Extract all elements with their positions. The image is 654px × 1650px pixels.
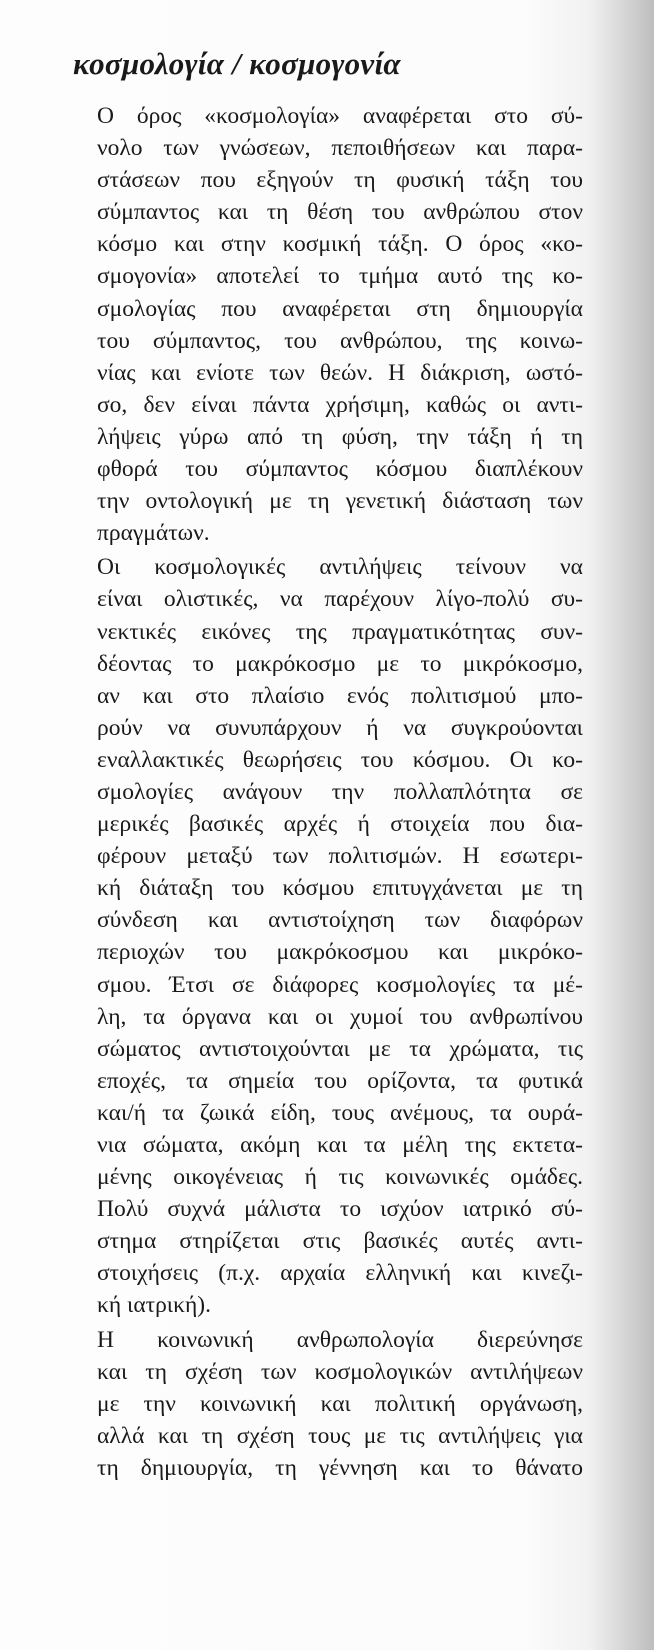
text-line: σμολογίας που αναφέρεται στη δημιουργία <box>97 295 583 322</box>
entry-title: κοσμολογία / κοσμογονία <box>73 46 401 81</box>
text-line: και/ή τα ζωικά είδη, τους ανέμους, τα ουρά- <box>97 1099 583 1126</box>
text-line: αν και στο πλαίσιο ενός πολιτισμού μπο- <box>97 682 583 709</box>
text-line: σμου. Έτσι σε διάφορες κοσμολογίες τα μέ- <box>97 971 583 998</box>
text-line: δέοντας το μακρόκοσμο με το μικρόκοσμο, <box>97 650 583 677</box>
text-line: κόσμο και στην κοσμική τάξη. Ο όρος «κο- <box>97 231 583 258</box>
text-line: σο, δεν είναι πάντα χρήσιμη, καθώς οι αντι- <box>97 391 583 418</box>
text-line: στάσεων που εξηγούν τη φυσική τάξη του <box>97 167 583 194</box>
text-line: του σύμπαντος, του ανθρώπου, της κοινω- <box>97 327 583 354</box>
encyclopedia-entry <box>73 44 583 1486</box>
text-line: με την κοινωνική και πολιτική οργάνωση, <box>97 1390 583 1417</box>
text-line: ρούν να συνυπάρχουν ή να συγκρούονται <box>97 714 583 741</box>
text-line: φέρουν μεταξύ των πολιτισμών. Η εσωτερι- <box>97 843 583 870</box>
text-line: Οι κοσμολογικές αντιλήψεις τείνουν να <box>97 554 583 581</box>
paragraph-2 <box>73 551 583 1321</box>
text-line: σμολογίες ανάγουν την πολλαπλότητα σε <box>97 778 583 805</box>
text-line: σμογονία» αποτελεί το τμήμα αυτό της κο- <box>97 263 583 290</box>
text-line: Πολύ συχνά μάλιστα το ισχύον ιατρικό σύ- <box>97 1196 583 1223</box>
text-line: είναι ολιστικές, να παρέχουν λίγο-πολύ συ- <box>97 586 583 613</box>
text-line: σύνδεση και αντιστοίχηση των διαφόρων <box>97 907 583 934</box>
text-line: μερικές βασικές αρχές ή στοιχεία που δια- <box>97 811 583 838</box>
text-line: περιοχών του μακρόκοσμου και μικρόκο- <box>97 939 583 966</box>
text-line: εναλλακτικές θεωρήσεις του κόσμου. Οι κο- <box>97 746 583 773</box>
text-line: και τη σχέση των κοσμολογικών αντιλήψεων <box>97 1358 583 1385</box>
text-line: τη δημιουργία, τη γέννηση και το θάνατο <box>97 1454 583 1481</box>
paragraph-3 <box>73 1324 583 1484</box>
text-line: λήψεις γύρω από τη φύση, την τάξη ή τη <box>97 423 583 450</box>
text-line: Η κοινωνική ανθρωπολογία διερεύνησε <box>97 1326 583 1353</box>
text-line: νολο των γνώσεων, πεποιθήσεων και παρα- <box>97 135 583 162</box>
text-line: φθορά του σύμπαντος κόσμου διαπλέκουν <box>97 456 583 483</box>
text-line: νεκτικές εικόνες της πραγματικότητας συν- <box>97 618 583 645</box>
text-line: στημα στηρίζεται στις βασικές αυτές αντι- <box>97 1228 583 1255</box>
text-line: σύμπαντος και τη θέση του ανθρώπου στον <box>97 199 583 226</box>
text-line: νια σώματα, ακόμη και τα μέλη της εκτετα- <box>97 1132 583 1158</box>
text-line: πραγμάτων. <box>97 520 210 547</box>
text-line: Ο όρος «κοσμολογία» αναφέρεται στο σύ- <box>97 103 583 129</box>
paragraph-1 <box>73 100 583 549</box>
text-line: την οντολογική με τη γενετική διάσταση των <box>97 488 583 515</box>
text-line: σώματος αντιστοιχούνται με τα χρώματα, τις <box>97 1035 583 1062</box>
text-line: εποχές, τα σημεία του ορίζοντα, τα φυτικά <box>97 1067 583 1094</box>
text-line: μένης οικογένειας ή τις κοινωνικές ομάδες. <box>97 1164 583 1191</box>
text-line: κή ιατρική). <box>97 1292 211 1319</box>
text-line: στοιχήσεις (π.χ. αρχαία ελληνική και κινεζι- <box>97 1260 583 1287</box>
text-line: νίας και ενίοτε των θεών. Η διάκριση, ωστό- <box>97 359 583 386</box>
text-line: λη, τα όργανα και οι χυμοί του ανθρωπίνου <box>97 1003 583 1030</box>
text-line: κή διάταξη του κόσμου επιτυγχάνεται με τη <box>97 875 583 902</box>
text-line: αλλά και τη σχέση τους με τις αντιλήψεις για <box>97 1422 583 1449</box>
